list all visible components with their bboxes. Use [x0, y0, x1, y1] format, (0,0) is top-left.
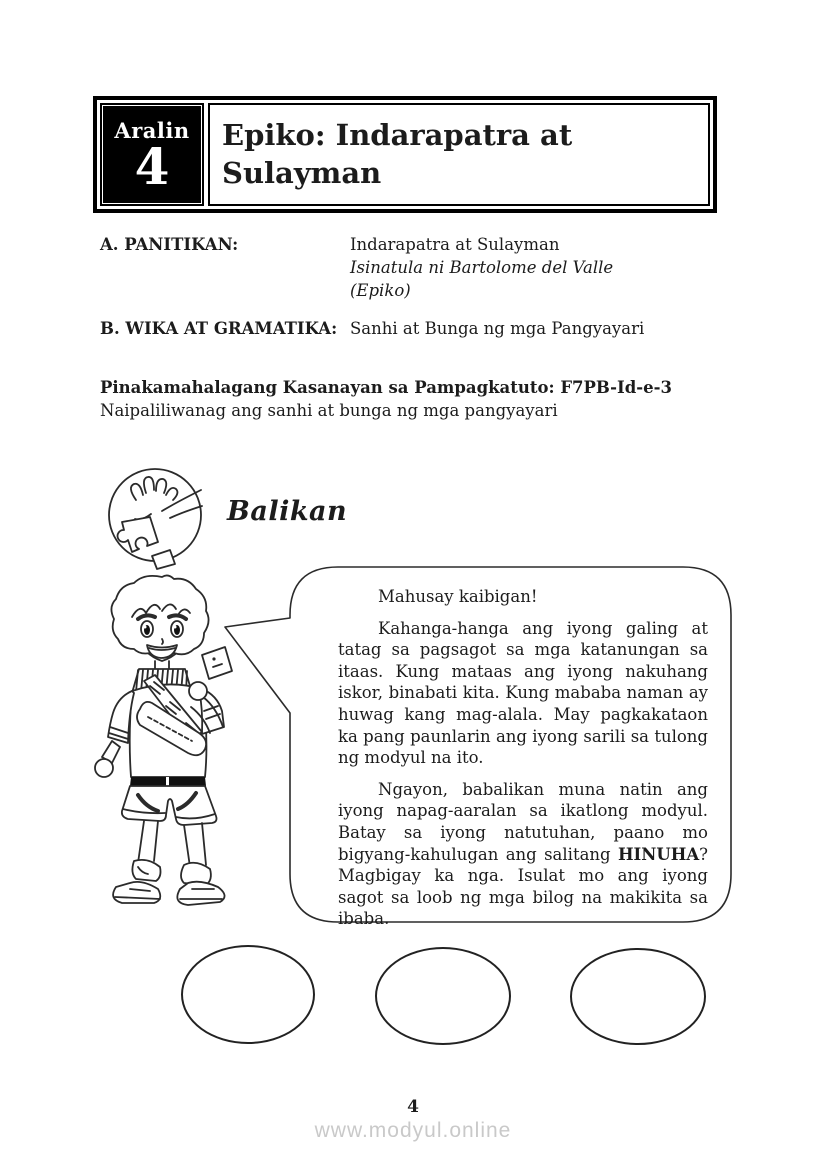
lesson-title-box — [208, 103, 710, 206]
watermark: www.modyul.online — [314, 1119, 512, 1142]
lesson-banner — [93, 96, 717, 213]
hand-puzzle-icon — [105, 460, 207, 572]
speech-paragraph-1: Mahusay kaibigan! — [378, 587, 538, 606]
page-number: 4 — [407, 1097, 419, 1117]
answer-circle-3[interactable] — [570, 948, 706, 1045]
lesson-number-box — [100, 103, 204, 206]
info-value — [350, 233, 613, 302]
answer-circle-2[interactable] — [375, 947, 511, 1045]
lesson-number: 4 — [134, 137, 170, 197]
info-label: B. WIKA AT GRAMATIKA: — [100, 319, 338, 338]
competency-description: Naipaliliwanag ang sanhi at bunga ng mga pangyayari — [100, 401, 558, 420]
torso — [95, 647, 232, 777]
lesson-label: Aralin — [114, 118, 190, 144]
competency-block — [100, 376, 740, 422]
info-line: Sanhi at Bunga ng mga Pangyayari — [350, 319, 645, 338]
speech-bubble-text — [338, 586, 708, 930]
highlighted-word: HINUHA — [617, 844, 700, 864]
section-title: Balikan — [227, 496, 348, 527]
info-row-panitikan — [100, 233, 730, 302]
info-label: A. PANITIKAN: — [100, 235, 239, 254]
lesson-title: Epiko: Indarapatra at Sulayman — [222, 118, 573, 190]
info-block — [100, 233, 730, 340]
info-row-wika — [100, 317, 730, 340]
info-line: Indarapatra at Sulayman — [350, 235, 560, 254]
speech-paragraph-2: Kahanga-hanga ang iyong galing at tatag sa pagsagot sa mga katanungan sa itaas. Kung mataas ang iyong nakuhang iskor, binabati kita. Kung mababa naman ay huwag kang mag-alala. May pagkakataon ka pang paunlarin ang iyong sarili sa tulong ng modyul na ito. — [338, 618, 708, 768]
speech-paragraph-3: Ngayon, babalikan muna natin ang iyong napag-aaralan sa ikatlong modyul. Batay sa iyong natutuhan, paano mo bigyang-kahulugan ang salitang HINUHA? Magbigay ka nga. Isulat mo ang iyong sagot sa loob ng mga bilog na makikita sa ibaba. — [338, 779, 708, 929]
legs — [113, 777, 224, 905]
answer-circle-1[interactable] — [181, 945, 315, 1044]
competency-title: Pinakamahalagang Kasanayan sa Pampagkatuto: F7PB-Id-e-3 — [100, 378, 672, 397]
info-line: (Epiko) — [350, 281, 411, 300]
info-line: Isinatula ni Bartolome del Valle — [350, 258, 614, 277]
info-value — [350, 317, 644, 340]
head — [111, 575, 208, 669]
